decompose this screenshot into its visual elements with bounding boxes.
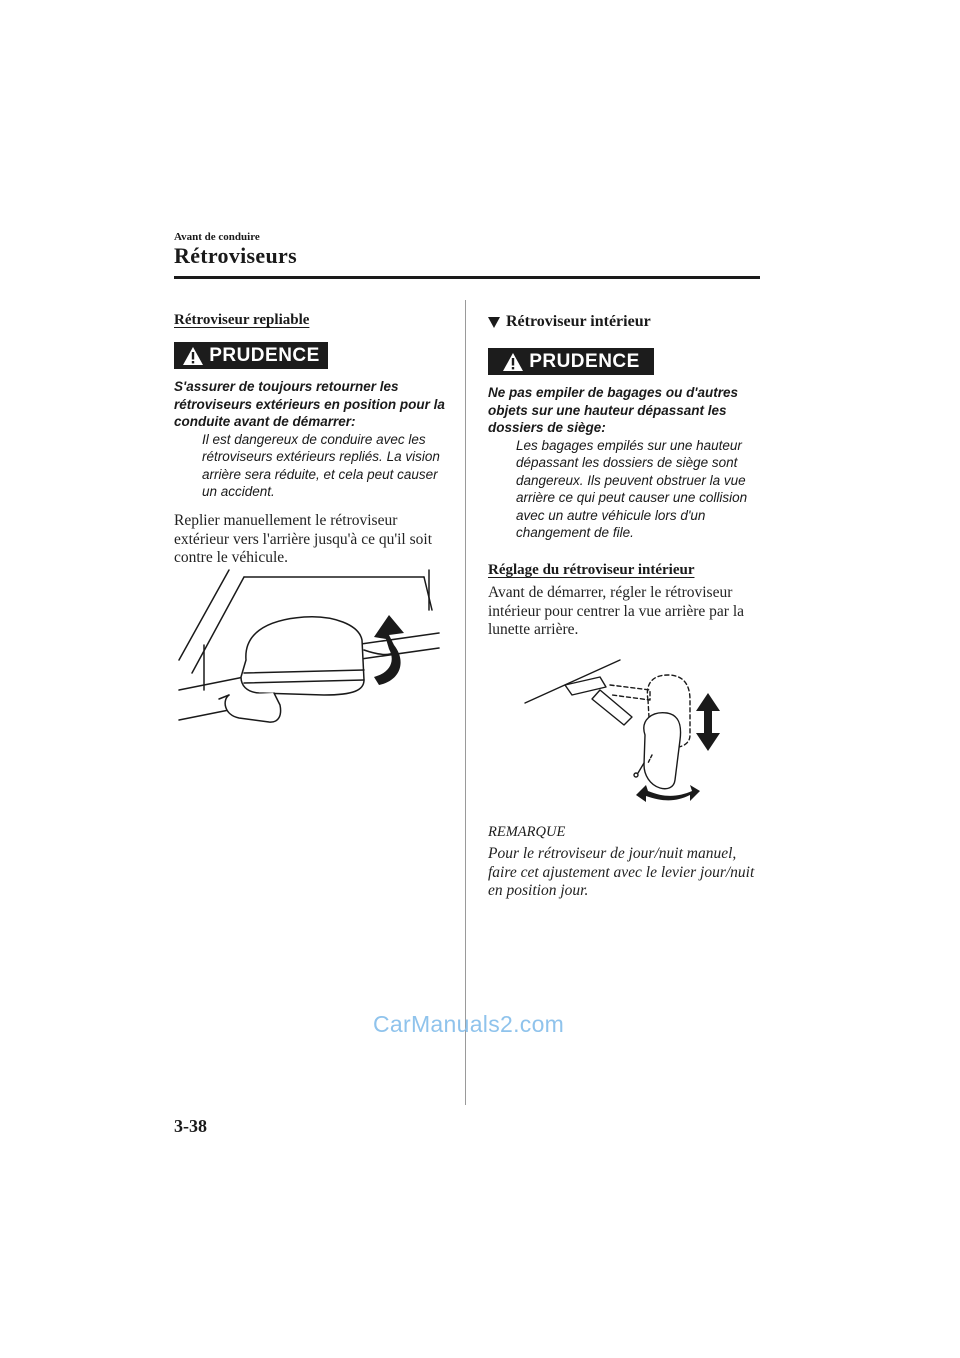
caution-text [174,378,456,501]
watermark: CarManuals2.com [373,1011,565,1037]
note-text: Pour le rétroviseur de jour/nuit manuel, faire cet ajustement avec le levier jour/nuit en position jour. [488,845,755,899]
caution-label: PRUDENCE [209,344,320,366]
folding-mirror-illustration [174,565,459,735]
caution-body: Les bagages empilés sur une hauteur dépassant les dossiers de siège sont dangereux. Ils peuvent obstruer la vue arrière ce qui peut causer une collision avec un autre véhicule lors d'un changement de file. [516,437,748,540]
body-paragraph: Replier manuellement le rétroviseur extérieur vers l'arrière jusqu'à ce qu'il soit contre le véhicule. [174,512,432,566]
caution-label: PRUDENCE [529,350,640,372]
caution-title: S'assurer de toujours retourner les rétroviseurs extérieurs en position pour la conduite avant de démarrer: [174,379,445,429]
subheading-adjust-mirror: Réglage du rétroviseur intérieur [488,562,695,578]
section-heading-text: Rétroviseur intérieur [506,313,651,330]
note-label: REMARQUE [488,824,566,840]
triangle-down-icon [488,317,500,328]
page-number: 3-38 [174,1116,207,1136]
caution-banner [174,342,328,369]
column-divider [465,300,466,1105]
body-paragraph: Avant de démarrer, régler le rétroviseur intérieur pour centrer la vue arrière par la lunette arrière. [488,584,745,638]
warning-triangle-icon [502,352,524,372]
caution-banner [488,348,654,375]
subheading-folding-mirror: Rétroviseur repliable [174,312,310,328]
section-label: Avant de conduire [174,231,260,243]
caution-text [488,384,760,542]
page-title: Rétroviseurs [174,243,297,268]
section-heading [488,313,651,331]
title-rule [174,276,760,279]
caution-title: Ne pas empiler de bagages ou d'autres objets sur une hauteur dépassant les dossiers de siège: [488,385,739,435]
warning-triangle-icon [182,346,204,366]
caution-body: Il est dangereux de conduire avec les rétroviseurs extérieurs repliés. La vision arrière sera réduite, et cela peut causer un accident. [202,431,440,499]
interior-mirror-illustration [520,655,730,805]
